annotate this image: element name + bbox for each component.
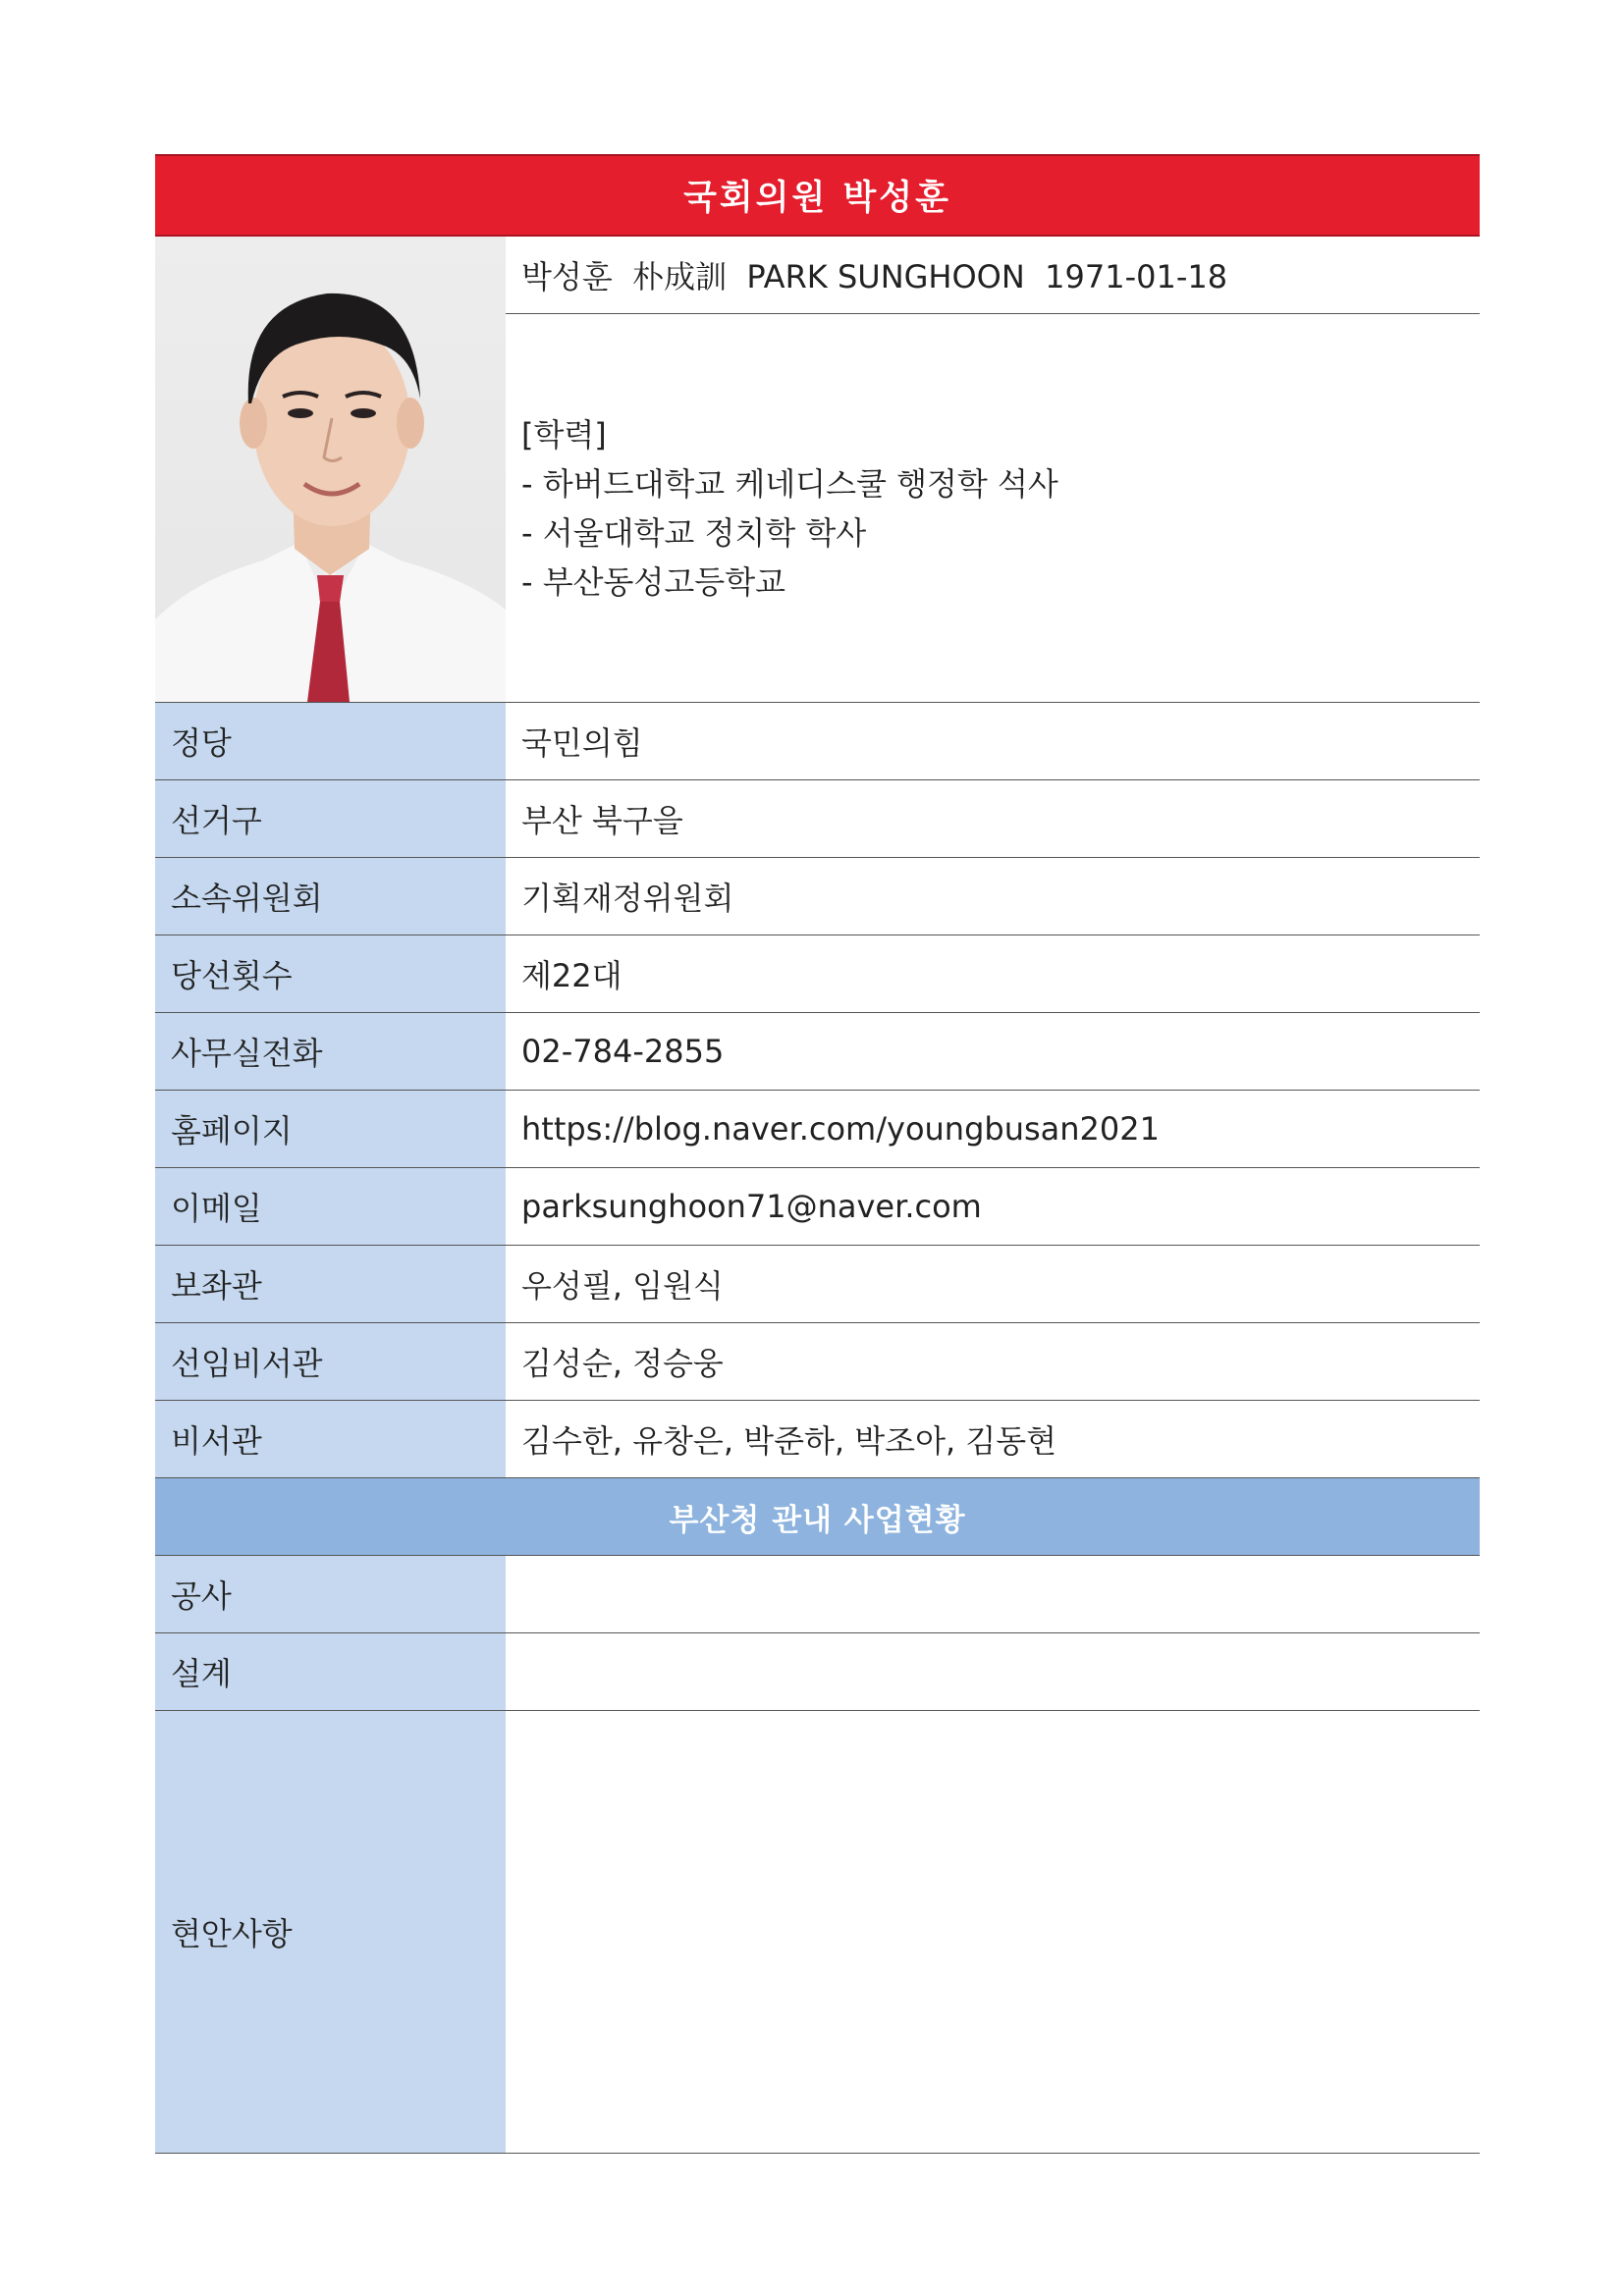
section-label: 설계 — [155, 1633, 506, 1710]
info-label: 사무실전화 — [155, 1013, 506, 1090]
info-value: 제22대 — [521, 957, 623, 994]
info-value: 우성필, 임원식 — [521, 1267, 724, 1305]
info-label: 선거구 — [155, 780, 506, 857]
info-label: 홈페이지 — [155, 1091, 506, 1167]
phone-value: 02-784-2855 — [521, 1033, 725, 1070]
education-item: - 부산동성고등학교 — [521, 562, 786, 601]
info-value: 부산 북구을 — [521, 802, 683, 839]
info-label: 이메일 — [155, 1168, 506, 1245]
info-value: 김수한, 유창은, 박준하, 박조아, 김동현 — [521, 1422, 1057, 1460]
info-row-senior-secretaries — [155, 1323, 1480, 1401]
info-label: 보좌관 — [155, 1246, 506, 1322]
info-value: 국민의힘 — [521, 724, 643, 762]
education-heading: [학력] — [521, 415, 607, 454]
info-row-homepage — [155, 1091, 1480, 1168]
profile-details — [506, 237, 1480, 702]
section-value — [506, 1711, 1480, 2153]
info-label: 비서관 — [155, 1401, 506, 1477]
section-value — [506, 1633, 1480, 1710]
education-block — [506, 314, 1480, 702]
page-title: 국회의원 박성훈 — [155, 154, 1480, 237]
info-row-email — [155, 1168, 1480, 1246]
section-row-construction — [155, 1556, 1480, 1633]
section-label: 현안사항 — [155, 1711, 506, 2153]
info-value: 기획재정위원회 — [521, 880, 734, 917]
section-label: 공사 — [155, 1556, 506, 1632]
profile-sheet — [155, 154, 1480, 2154]
info-row-office-phone — [155, 1013, 1480, 1091]
info-row-terms — [155, 935, 1480, 1013]
education-item: - 서울대학교 정치학 학사 — [521, 513, 867, 552]
section-title: 부산청 관내 사업현황 — [155, 1478, 1480, 1556]
info-label: 선임비서관 — [155, 1323, 506, 1400]
info-label: 정당 — [155, 703, 506, 779]
info-row-party — [155, 703, 1480, 780]
section-row-issues — [155, 1711, 1480, 2154]
info-value: 김성순, 정승웅 — [521, 1345, 724, 1382]
name-line: 박성훈 朴成訓 PARK SUNGHOON 1971-01-18 — [506, 237, 1480, 314]
email-link[interactable]: parksunghoon71@naver.com — [521, 1188, 982, 1225]
education-item: - 하버드대학교 케네디스쿨 행정학 석사 — [521, 464, 1058, 503]
info-label: 당선횟수 — [155, 935, 506, 1012]
profile-header — [155, 237, 1480, 703]
info-row-constituency — [155, 780, 1480, 858]
info-row-aides — [155, 1246, 1480, 1323]
info-row-secretaries — [155, 1401, 1480, 1478]
section-row-design — [155, 1633, 1480, 1711]
info-row-committee — [155, 858, 1480, 935]
homepage-link[interactable]: https://blog.naver.com/youngbusan2021 — [521, 1110, 1160, 1148]
portrait-photo — [155, 237, 506, 702]
section-value — [506, 1556, 1480, 1632]
info-label: 소속위원회 — [155, 858, 506, 934]
